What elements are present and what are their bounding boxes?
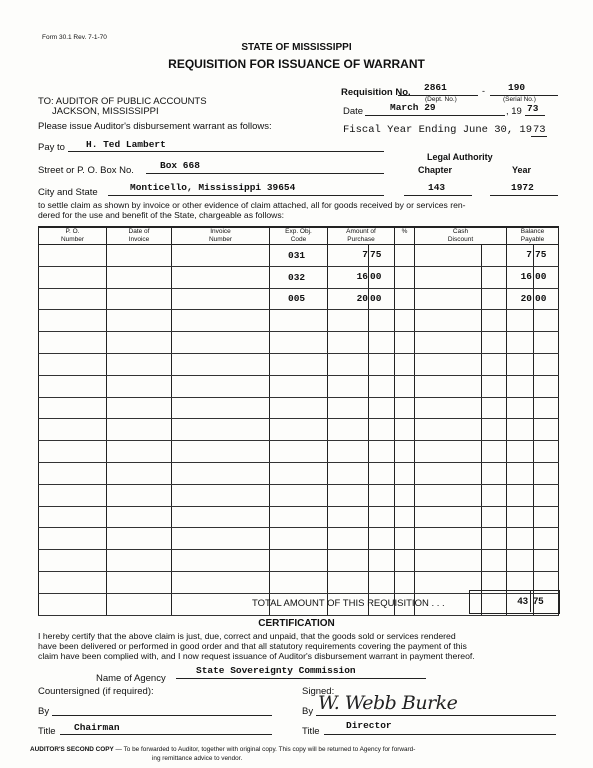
- cell-date-of-invoice: [107, 571, 172, 593]
- cell-cash-discount: [415, 245, 507, 267]
- cents-divider: [368, 572, 369, 593]
- footer-bold: AUDITOR'S SECOND COPY: [30, 746, 114, 753]
- discount-divider: [481, 354, 482, 375]
- cell-percent: [395, 550, 415, 572]
- cell-percent: [395, 353, 415, 375]
- cents-divider: [368, 550, 369, 571]
- cell-percent: [395, 506, 415, 528]
- certification-line2: have been delivered or performed in good order and that all statutory requirements covering the payment of this: [38, 641, 467, 651]
- total-dollars: 43: [517, 596, 528, 607]
- cell-po-number: [39, 462, 107, 484]
- cents-divider: [368, 354, 369, 375]
- cell-balance: [507, 419, 559, 441]
- cell-balance: [507, 288, 559, 310]
- cell-exp-obj-code: 032: [270, 266, 328, 288]
- left-title-label: Title: [38, 726, 56, 737]
- table-row: [39, 353, 559, 375]
- cell-date-of-invoice: [107, 484, 172, 506]
- cell-cash-discount: [415, 397, 507, 419]
- total-label: TOTAL AMOUNT OF THIS REQUISITION . . .: [252, 598, 445, 609]
- discount-divider: [481, 550, 482, 571]
- cell-date-of-invoice: [107, 266, 172, 288]
- discount-divider: [481, 507, 482, 528]
- countersigned-label: Countersigned (if required):: [38, 686, 154, 697]
- cents-divider: [533, 245, 534, 266]
- balance-dollars: 16: [520, 270, 532, 282]
- cell-amount: [328, 441, 395, 463]
- cell-invoice-number: [172, 288, 270, 310]
- header-po-number: P. O. Number: [39, 227, 107, 245]
- year-label: Year: [512, 165, 532, 175]
- cell-cash-discount: [415, 550, 507, 572]
- cell-invoice-number: [172, 245, 270, 267]
- requisition-label: Requisition No.: [341, 87, 411, 98]
- cell-po-number: [39, 441, 107, 463]
- cents-divider: [368, 485, 369, 506]
- discount-divider: [481, 310, 482, 331]
- cell-amount: [328, 332, 395, 354]
- discount-divider: [481, 528, 482, 549]
- pay-to-value: H. Ted Lambert: [86, 139, 166, 150]
- cell-exp-obj-code: [270, 419, 328, 441]
- legal-authority-label: Legal Authority: [427, 152, 493, 162]
- cell-amount: [328, 397, 395, 419]
- date-line: [365, 115, 505, 116]
- dept-number: 2861: [424, 82, 447, 93]
- fiscal-year-value: 73: [533, 124, 546, 136]
- cell-amount: [328, 528, 395, 550]
- cell-po-number: [39, 332, 107, 354]
- charges-table: [38, 226, 559, 616]
- right-by-label: By: [302, 706, 314, 717]
- city-value: Monticello, Mississippi 39654: [130, 182, 296, 193]
- right-title-value: Director: [346, 720, 392, 731]
- cell-exp-obj-code: [270, 506, 328, 528]
- cents-divider: [368, 528, 369, 549]
- settle-text-2: dered for the use and benefit of the State, chargeable as follows:: [38, 210, 285, 220]
- cell-po-number: [39, 310, 107, 332]
- cell-exp-obj-code: [270, 332, 328, 354]
- balance-cents: 00: [535, 292, 547, 304]
- right-title-line: [324, 734, 556, 735]
- cell-exp-obj-code: [270, 375, 328, 397]
- cell-date-of-invoice: [107, 375, 172, 397]
- discount-divider: [481, 376, 482, 397]
- pay-to-label: Pay to: [38, 142, 65, 153]
- cell-percent: [395, 441, 415, 463]
- cell-percent: [395, 419, 415, 441]
- date-year-line: [525, 115, 545, 116]
- cell-exp-obj-code: [270, 550, 328, 572]
- amount-cents: 75: [370, 249, 382, 260]
- cell-amount: [328, 375, 395, 397]
- city-line: [108, 195, 384, 196]
- amount-dollars: 16: [356, 270, 368, 282]
- cents-divider: [368, 289, 369, 310]
- table-row: [39, 288, 559, 310]
- cell-po-number: [39, 484, 107, 506]
- left-title-line: [60, 734, 272, 735]
- cell-invoice-number: [172, 375, 270, 397]
- certification-line1: I hereby certify that the above claim is just, due, correct and unpaid, that the goods sold or services rendered: [38, 631, 456, 641]
- cell-invoice-number: [172, 484, 270, 506]
- addressee-line2: JACKSON, MISSISSIPPI: [52, 106, 159, 117]
- discount-divider: [481, 267, 482, 288]
- table-row: [39, 484, 559, 506]
- form-id: Form 30.1 Rev. 7-1-70: [42, 34, 107, 41]
- balance-dollars: 7: [526, 249, 532, 260]
- fiscal-year-text: Fiscal Year Ending June 30, 19: [343, 124, 533, 136]
- cell-po-number: [39, 550, 107, 572]
- cell-date-of-invoice: [107, 245, 172, 267]
- cell-exp-obj-code: [270, 353, 328, 375]
- cell-date-of-invoice: [107, 419, 172, 441]
- cents-divider: [533, 376, 534, 397]
- discount-divider: [481, 441, 482, 462]
- director-signature: W. Webb Burke: [318, 692, 458, 714]
- cell-balance: [507, 550, 559, 572]
- cell-percent: [395, 571, 415, 593]
- street-line: [146, 173, 384, 174]
- balance-cents: 00: [535, 270, 547, 282]
- cell-po-number: [39, 506, 107, 528]
- cell-amount: [328, 353, 395, 375]
- total-cents-divider: [530, 590, 531, 612]
- cents-divider: [533, 332, 534, 353]
- cell-amount: [328, 288, 395, 310]
- agency-value: State Sovereignty Commission: [196, 665, 356, 676]
- table-row: [39, 528, 559, 550]
- cell-amount: [328, 266, 395, 288]
- cell-balance: [507, 397, 559, 419]
- table-row: [39, 462, 559, 484]
- cell-percent: [395, 375, 415, 397]
- cents-divider: [368, 310, 369, 331]
- table-row: [39, 332, 559, 354]
- cents-divider: [368, 419, 369, 440]
- cell-invoice-number: [172, 571, 270, 593]
- chapter-value: 143: [428, 182, 446, 193]
- cell-invoice-number: [172, 353, 270, 375]
- cell-cash-discount: [415, 353, 507, 375]
- cell-cash-discount: [415, 375, 507, 397]
- cell-exp-obj-code: [270, 484, 328, 506]
- dash: -: [482, 86, 485, 96]
- serial-number: 190: [508, 82, 526, 93]
- instruction-text: Please issue Auditor's disbursement warrant as follows:: [38, 121, 272, 132]
- cell-date-of-invoice: [107, 288, 172, 310]
- discount-divider: [481, 398, 482, 419]
- total-cents: 75: [533, 596, 544, 607]
- cell-exp-obj-code: 005: [270, 288, 328, 310]
- street-label: Street or P. O. Box No.: [38, 165, 134, 176]
- cell-po-number: [39, 245, 107, 267]
- cell-amount: [328, 462, 395, 484]
- table-row: [39, 419, 559, 441]
- cell-amount: [328, 310, 395, 332]
- certification-line3: claim have been complied with, and I now request issuance of Auditor's disbursement warrant in payment thereof.: [38, 651, 475, 661]
- cell-exp-obj-code: 031: [270, 245, 328, 267]
- cell-balance: [507, 506, 559, 528]
- right-title-label: Title: [302, 726, 320, 737]
- table-row: [39, 245, 559, 267]
- cell-exp-obj-code: [270, 462, 328, 484]
- fiscal-year-line: [531, 136, 547, 137]
- header-amount-of-purchase: Amount of Purchase: [328, 227, 395, 245]
- cell-percent: [395, 462, 415, 484]
- footer-line2: ing remittance advice to vendor.: [152, 755, 243, 762]
- date-year: 73: [527, 103, 539, 114]
- year-line: [490, 195, 558, 196]
- amount-cents: 00: [370, 270, 382, 282]
- cell-invoice-number: [172, 550, 270, 572]
- cell-date-of-invoice: [107, 332, 172, 354]
- table-row: [39, 397, 559, 419]
- header-cash-discount: Cash Discount: [415, 227, 507, 245]
- cell-percent: [395, 484, 415, 506]
- cell-po-number: [39, 419, 107, 441]
- cents-divider: [533, 507, 534, 528]
- cell-percent: [395, 310, 415, 332]
- right-by-line: [316, 715, 556, 716]
- cents-divider: [368, 441, 369, 462]
- cell-exp-obj-code: [270, 441, 328, 463]
- cell-date-of-invoice: [107, 441, 172, 463]
- discount-divider: [481, 419, 482, 440]
- cell-balance: [507, 332, 559, 354]
- cell-percent: [395, 288, 415, 310]
- cents-divider: [533, 267, 534, 288]
- date-value: March 29: [390, 102, 436, 113]
- cents-divider: [368, 507, 369, 528]
- cents-divider: [368, 267, 369, 288]
- table-row: [39, 375, 559, 397]
- cell-balance: [507, 528, 559, 550]
- year-value: 1972: [511, 182, 534, 193]
- cents-divider: [533, 485, 534, 506]
- cell-cash-discount: [415, 332, 507, 354]
- table-row: [39, 310, 559, 332]
- cell-percent: [395, 528, 415, 550]
- cell-amount: [328, 419, 395, 441]
- cell-cash-discount: [415, 462, 507, 484]
- cell-percent: [395, 245, 415, 267]
- footer-line1: [30, 746, 415, 753]
- cell-balance: [507, 375, 559, 397]
- table-row: [39, 550, 559, 572]
- header-date-of-invoice: Date of Invoice: [107, 227, 172, 245]
- certification-heading: CERTIFICATION: [258, 618, 335, 629]
- cell-invoice-number: [172, 332, 270, 354]
- serial-caption: (Serial No.): [503, 96, 536, 103]
- cents-divider: [368, 332, 369, 353]
- total-box: [469, 590, 560, 614]
- date-label: Date: [343, 106, 364, 117]
- left-by-line: [52, 715, 272, 716]
- table-row: [39, 441, 559, 463]
- city-label: City and State: [38, 187, 98, 198]
- cents-divider: [533, 528, 534, 549]
- cell-invoice-number: [172, 528, 270, 550]
- amount-dollars: 20: [356, 292, 368, 304]
- dept-caption: (Dept. No.): [425, 96, 457, 103]
- cents-divider: [368, 245, 369, 266]
- cell-invoice-number: [172, 310, 270, 332]
- cell-date-of-invoice: [107, 528, 172, 550]
- cents-divider: [533, 354, 534, 375]
- cell-percent: [395, 332, 415, 354]
- cell-balance: [507, 484, 559, 506]
- cell-percent: [395, 397, 415, 419]
- cell-balance: [507, 462, 559, 484]
- agency-line: [176, 678, 426, 679]
- footer-text1: — To be forwarded to Auditor, together with original copy. This copy will be returned to Agency for forward-: [113, 746, 416, 753]
- cell-exp-obj-code: [270, 310, 328, 332]
- cell-invoice-number: [172, 397, 270, 419]
- date-year-prefix: , 19: [506, 106, 522, 117]
- cents-divider: [533, 441, 534, 462]
- cell-date-of-invoice: [107, 506, 172, 528]
- cell-date-of-invoice: [107, 462, 172, 484]
- cell-po-number: [39, 375, 107, 397]
- cell-balance: [507, 353, 559, 375]
- cell-date-of-invoice: [107, 353, 172, 375]
- cell-date-of-invoice: [107, 550, 172, 572]
- cell-balance: [507, 441, 559, 463]
- cell-invoice-number: [172, 441, 270, 463]
- cell-po-number: [39, 528, 107, 550]
- cents-divider: [533, 419, 534, 440]
- cell-po-number: [39, 397, 107, 419]
- cell-balance: [507, 266, 559, 288]
- cell-cash-discount: [415, 310, 507, 332]
- cell-amount: [328, 245, 395, 267]
- cell-balance: [507, 310, 559, 332]
- cell-date-of-invoice: [107, 397, 172, 419]
- cents-divider: [533, 550, 534, 571]
- cell-po-number: [39, 266, 107, 288]
- discount-divider: [481, 485, 482, 506]
- discount-divider: [481, 463, 482, 484]
- left-title-value: Chairman: [74, 722, 120, 733]
- cell-amount: [328, 484, 395, 506]
- form-title: REQUISITION FOR ISSUANCE OF WARRANT: [168, 57, 425, 71]
- cell-invoice-number: [172, 266, 270, 288]
- chapter-label: Chapter: [418, 165, 453, 175]
- cents-divider: [533, 463, 534, 484]
- table-row: [39, 266, 559, 288]
- discount-divider: [481, 289, 482, 310]
- pay-to-line: [68, 151, 384, 152]
- cell-cash-discount: [415, 506, 507, 528]
- cents-divider: [368, 398, 369, 419]
- cell-po-number: [39, 353, 107, 375]
- header-exp-obj-code: Exp. Obj. Code: [270, 227, 328, 245]
- agency-label: Name of Agency: [96, 673, 166, 684]
- amount-dollars: 7: [362, 249, 368, 260]
- cell-amount: [328, 550, 395, 572]
- cell-invoice-number: [172, 419, 270, 441]
- cell-amount: [328, 506, 395, 528]
- cell-date-of-invoice: [107, 310, 172, 332]
- cell-exp-obj-code: [270, 571, 328, 593]
- cents-divider: [533, 398, 534, 419]
- cell-cash-discount: [415, 484, 507, 506]
- cell-percent: [395, 266, 415, 288]
- cell-po-number: [39, 571, 107, 593]
- cell-invoice-number: [172, 506, 270, 528]
- header-percent: %: [395, 227, 415, 245]
- discount-divider: [481, 332, 482, 353]
- cents-divider: [368, 463, 369, 484]
- cents-divider: [533, 310, 534, 331]
- table-header-row: [39, 227, 559, 245]
- street-value: Box 668: [160, 160, 200, 171]
- balance-cents: 75: [535, 249, 547, 260]
- amount-cents: 00: [370, 292, 382, 304]
- settle-text-1: to settle claim as shown by invoice or other evidence of claim attached, all for goods received by or services ren-: [38, 200, 466, 210]
- cell-balance: [507, 245, 559, 267]
- signed-label: Signed:: [302, 686, 335, 697]
- cell-date-of-invoice: [107, 593, 172, 615]
- cell-exp-obj-code: [270, 528, 328, 550]
- cell-amount: [328, 571, 395, 593]
- header-invoice-number: Invoice Number: [172, 227, 270, 245]
- cell-invoice-number: [172, 462, 270, 484]
- left-by-label: By: [38, 706, 50, 717]
- cell-cash-discount: [415, 528, 507, 550]
- cell-cash-discount: [415, 441, 507, 463]
- cell-cash-discount: [415, 266, 507, 288]
- cell-po-number: [39, 288, 107, 310]
- cents-divider: [533, 289, 534, 310]
- cell-cash-discount: [415, 419, 507, 441]
- state-heading: STATE OF MISSISSIPPI: [241, 42, 352, 53]
- addressee-line1: TO: AUDITOR OF PUBLIC ACCOUNTS: [38, 96, 207, 107]
- chapter-line: [404, 195, 472, 196]
- cell-po-number: [39, 593, 107, 615]
- cell-exp-obj-code: [270, 397, 328, 419]
- cell-cash-discount: [415, 288, 507, 310]
- balance-dollars: 20: [520, 292, 532, 304]
- cents-divider: [368, 376, 369, 397]
- header-balance-payable: Balance Payable: [507, 227, 559, 245]
- discount-divider: [481, 245, 482, 266]
- table-row: [39, 506, 559, 528]
